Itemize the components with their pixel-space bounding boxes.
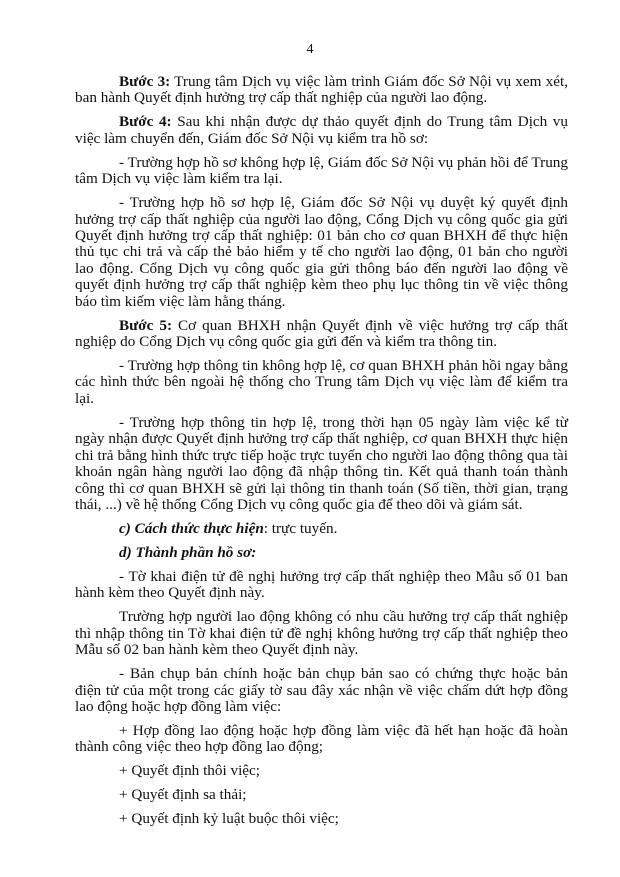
list-item: + Hợp đồng lao động hoặc hợp đồng làm việc đã hết hạn hoặc đã hoàn thành công việc theo hợp đồng lao động; — [75, 721, 568, 756]
step-5-paragraph — [75, 318, 568, 351]
invalid-info-paragraph: - Trường hợp thông tin không hợp lệ, cơ quan BHXH phản hồi ngay bằng các hình thức bên ngoài hệ thống cho Trung tâm Dịch vụ việc làm để kiểm tra lại. — [75, 357, 568, 407]
invalid-dossier-paragraph: - Trường hợp hồ sơ không hợp lệ, Giám đốc Sở Nội vụ phản hồi để Trung tâm Dịch vụ việc làm kiểm tra lại. — [75, 153, 568, 188]
document-body — [75, 74, 568, 835]
section-heading: c) Cách thức thực hiện — [119, 519, 264, 537]
step-3-paragraph — [75, 74, 568, 107]
step-label: Bước 3: — [119, 73, 171, 90]
step-label: Bước 5: — [119, 316, 173, 334]
termination-docs-paragraph: - Bản chụp bản chính hoặc bản chụp bản sao có chứng thực hoặc bản điện tử của một trong các giấy tờ sau đây xác nhận về việc chấm dứt hợp đồng lao động hoặc hợp đồng làm việc: — [75, 665, 568, 715]
paragraph-text: : trực tuyến. — [263, 519, 338, 537]
list-item: + Quyết định sa thải; — [119, 786, 247, 804]
page-number: 4 — [306, 42, 314, 57]
section-heading: d) Thành phần hồ sơ: — [119, 543, 257, 561]
section-d-heading — [75, 545, 568, 561]
form-01-paragraph: - Tờ khai điện tử đề nghị hưởng trợ cấp thất nghiệp theo Mẫu số 01 ban hành kèm theo Quyết định này. — [75, 567, 568, 602]
form-02-paragraph: Trường hợp người lao động không có nhu cầu hưởng trợ cấp thất nghiệp thì nhập thông tin Tờ khai điện tử đề nghị không hưởng trợ cấp thất nghiệp theo Mẫu số 02 ban hành kèm theo Quyết định này. — [75, 608, 568, 659]
section-c-heading — [75, 521, 568, 537]
list-item: + Quyết định kỷ luật buộc thôi việc; — [119, 810, 339, 828]
list-item: + Quyết định thôi việc; — [119, 762, 261, 780]
paragraph-text: Trung tâm Dịch vụ việc làm trình Giám đốc Sở Nội vụ xem xét, ban hành Quyết định hưởng trợ cấp thất nghiệp của người lao động. — [75, 73, 568, 107]
step-4-paragraph — [75, 114, 568, 147]
step-label: Bước 4: — [119, 113, 172, 131]
paragraph-text: Sau khi nhận được dự thảo quyết định do Trung tâm Dịch vụ việc làm chuyển đến, Giám đốc Sở Nội vụ kiểm tra hồ sơ: — [75, 113, 568, 147]
paragraph-text: Cơ quan BHXH nhận Quyết định về việc hưởng trợ cấp thất nghiệp do Cổng Dịch vụ công quốc gia gửi đến và kiểm tra thông tin. — [75, 316, 568, 351]
valid-dossier-paragraph: - Trường hợp hồ sơ hợp lệ, Giám đốc Sở Nội vụ duyệt ký quyết định hưởng trợ cấp thất nghiệp của người lao động, Cổng Dịch vụ công quốc gia gửi Quyết định hưởng trợ cấp thất nghiệp: 01 bản cho cơ quan BHXH để thực hiện thủ tục chi trả và cấp thẻ bảo hiểm y tế cho người lao động, 01 bản cho người lao động. Cổng Dịch vụ công quốc gia gửi thông báo đến người lao động về quyết định hưởng trợ cấp thất nghiệp kèm theo phụ lục thông tin về việc thông báo tìm kiếm việc làm hằng tháng. — [75, 194, 568, 310]
valid-info-paragraph: - Trường hợp thông tin hợp lệ, trong thời hạn 05 ngày làm việc kể từ ngày nhận được Quyết định hưởng trợ cấp thất nghiệp, cơ quan BHXH thực hiện chi trả bằng hình thức trực tiếp hoặc trực tuyến cho người lao động thông qua tài khoản ngân hàng người lao động đã nhập thông tin. Kết quả thanh toán thành công thì cơ quan BHXH sẽ gửi lại thông tin thanh toán (Số tiền, thời gian, trạng thái, ...) về hệ thống Cổng Dịch vụ công quốc gia để theo dõi và giám sát. — [75, 413, 568, 513]
